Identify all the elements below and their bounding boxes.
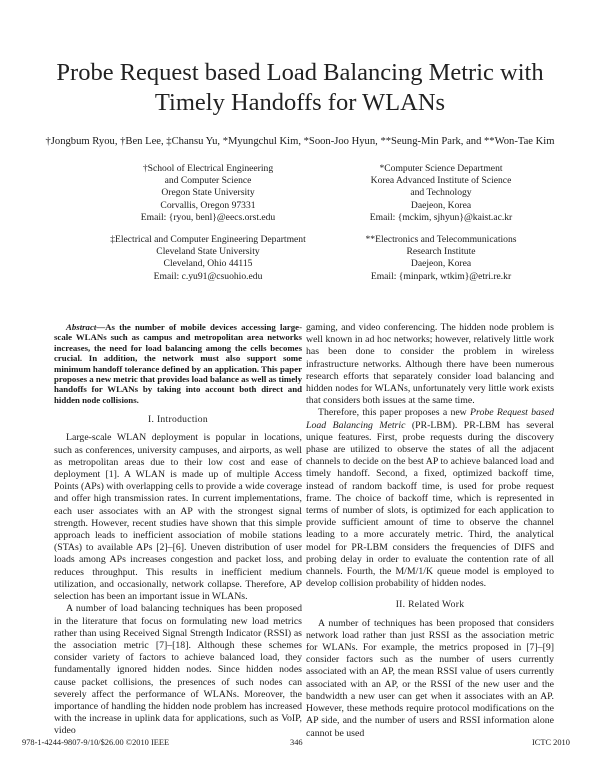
affiliation-kaist: *Computer Science Department Korea Advanced Institute of Science and Technology Daejeon, Korea Email: {mckim, sjhyun}@kaist.ac.kr [369,163,513,223]
section-heading-related-work: II. Related Work [395,599,465,611]
left-column [54,322,302,738]
footer-isbn: 978-1-4244-9807-9/10/$26.00 ©2010 IEEE [22,738,170,747]
affiliation-etri: **Electronics and Telecommunications Research Institute Daejeon, Korea Email: {minpark, wtkim}@etri.re.kr [365,234,517,282]
title-line-2: Timely Handoffs for WLANs [154,89,446,116]
paper-title [0,58,600,118]
title-line-1: Probe Request based Load Balancing Metric with [56,59,544,86]
footer-venue: ICTC 2010 [532,738,570,747]
right-column [306,322,554,740]
section-heading-introduction: I. Introduction [148,414,208,426]
intro-paragraph-1: Large-scale WLAN deployment is popular in locations, such as conferences, university campuses, and airports, as well as metropolitan areas due to their low cost and ease of deployment [1]. A WLAN is made up of multiple Access Points (APs) with overlapping cells to provide a wide coverage and offer high transmission rates. In current implementations, each user associates with an AP with the strongest signal strength. However, recent studies have shown that this simple approach leads to inefficient association of mobile stations (STAs) to available APs [2]–[6]. Uneven distribution of user loads among APs increases congestion and packet loss, and reduces throughput. This results in inefficient medium utilization, and occasionally, network collapse. Therefore, AP selection has been an important issue in WLANs. [54,432,302,603]
intro-paragraph-2: A number of load balancing techniques has been proposed in the literature that focus on formulating new load metrics rather than using Received Signal Strength Indicator (RSSI) as the association metric [7]–[18]. Although these schemes consider variety of factors to achieve balanced load, they fundamentally ignored hidden nodes. Since hidden nodes cause packet collisions, the presences of such nodes can severely affect the performance of WLANs. Moreover, the importance of handling the hidden node problem has increased with the increase in uplink data for applications, such as VoIP, video [54,603,302,737]
proposal-paragraph: Therefore, this paper proposes a new Probe Request based Load Balancing Metric (PR-LBM). PR-LBM has several unique features. First, probe requests during the discovery phase are utilized to observe the states of all the adjacent channels to decide on the best AP to achieve balanced load and timely handoff. Second, a fixed, optimized backoff time, instead of random backoff time, is used for probe request frame. The choice of backoff time, which is represented in terms of number of slots, is optimized for each application to provide sufficient amount of time to observe the channel leading to a more accurately metric. Third, the analytical model for PR-LBM considers the frequencies of DIFS and probing delay in order to evaluate the contention rate of all channels. Fourth, the M/M/1/K queue model is employed to develop collision probability of hidden nodes. [306,407,554,590]
related-work-paragraph: A number of techniques has been proposed that considers network load rather than just RSSI as the association metric for WLANs. For example, the metrics proposed in [7]–[9] consider factors such as the number of users currently associated with an AP, the mean RSSI value of users currently associated with an AP, or the RSSI of the new user and the bandwidth a new user can get when it associates with an AP. However, these methods require protocol modifications on the AP side, and the number of users and RSSI information alone cannot be used [306,617,554,739]
abstract-text: —As the number of mobile devices accessing large-scale WLANs such as campus and metropolitan area networks increases, the need for load balancing among the cells becomes crucial. In addition, the network must also support some minimum handoff tolerance defined by an application. This paper proposes a new metric that provides load balance as well as timely handoffs for WLANs by taking into account both direct and hidden node collisions. [54,322,302,405]
author-list: †Jongbum Ryou, †Ben Lee, ‡Chansu Yu, *Myungchul Kim, *Soon-Joo Hyun, **Seung-Min Park, and **Won-Tae Kim [45,136,555,147]
footer-page-number: 346 [290,738,303,747]
affiliation-osu: †School of Electrical Engineering and Computer Science Oregon State University Corvallis, Oregon 97331 Email: {ryou, benl}@eecs.orst.edu [140,163,276,223]
metric-name: Probe Request based Load Balancing Metric [306,407,554,431]
affiliation-csu: ‡Electrical and Computer Engineering Department Cleveland State University Cleveland, Ohio 44115 Email: c.yu91@csuohio.edu [110,234,306,282]
intro-continuation: gaming, and video conferencing. The hidden node problem is well known in ad hoc networks; however, relatively little work has been done to consider the problem in wireless infrastructure networks. Although there have been numerous research efforts that separately consider load balancing and hidden nodes for WLANs, unfortunately very little work exists that considers both issues at the same time. [306,322,554,407]
abstract-label: Abstract [66,322,97,332]
abstract [54,322,302,405]
